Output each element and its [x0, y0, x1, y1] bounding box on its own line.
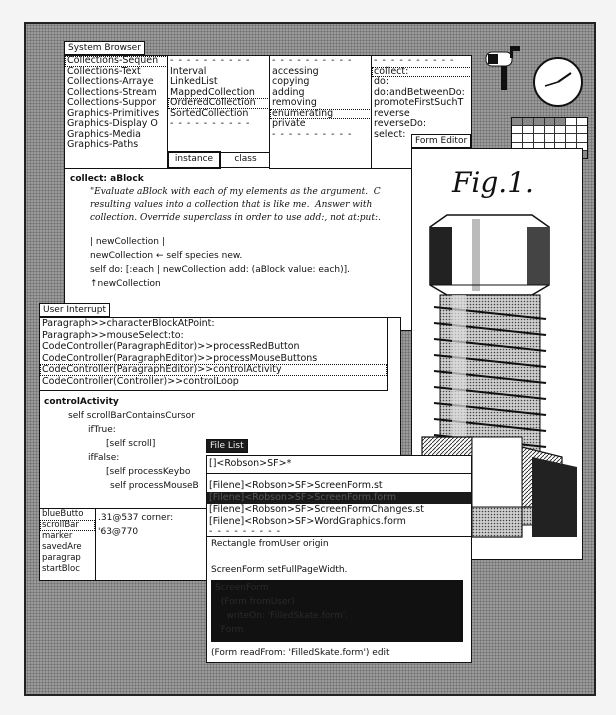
code-line: self scrollBarContainsCursor: [68, 411, 195, 421]
protocol-item[interactable]: accessing: [272, 65, 319, 77]
file-contents-pane[interactable]: [207, 535, 469, 662]
variable-item[interactable]: paragrap: [42, 553, 81, 563]
code-line: newCollection ← self species new.: [90, 251, 243, 261]
file-pattern[interactable]: []<Robson>SF>*: [209, 458, 292, 469]
code-line: | newCollection |: [90, 237, 165, 247]
variable-item[interactable]: marker: [42, 531, 73, 541]
protocol-item[interactable]: adding: [272, 86, 305, 98]
category-item[interactable]: Collections-Suppor: [67, 97, 157, 108]
instance-button[interactable]: instance: [167, 151, 221, 169]
divider: - - - - - - - - - -: [272, 55, 353, 66]
code-line: self do: [:each | newCollection add: (aBlock value: each)].: [90, 265, 350, 275]
category-item[interactable]: Collections-Arraye: [67, 76, 154, 87]
value-line: .31@537 corner:: [98, 513, 174, 523]
file-list-window: [206, 455, 472, 663]
category-item[interactable]: Collections-Sequen: [65, 56, 168, 67]
protocol-item[interactable]: enumerating: [270, 109, 372, 120]
form-editor-title[interactable]: Form Editor: [411, 134, 471, 148]
stack-pane[interactable]: [39, 317, 388, 391]
file-path: <Robson>SF>WordGraphics.form: [244, 516, 406, 527]
protocol-item[interactable]: removing: [272, 97, 317, 108]
comment-line: collection. Override superclass in order to use add:, not at:put:.: [90, 213, 381, 223]
clock-icon: [533, 57, 583, 107]
variable-item[interactable]: scrollBar: [40, 520, 95, 531]
class-pane[interactable]: [167, 55, 271, 154]
divider: - - - - - - - - - -: [374, 55, 455, 66]
class-item[interactable]: SortedCollection: [170, 107, 249, 119]
protocol-pane[interactable]: [269, 55, 373, 169]
stack-frame[interactable]: CodeController(ParagraphEditor)>>processRedButton: [42, 341, 300, 352]
variable-item[interactable]: savedAre: [42, 542, 82, 552]
mailbox-icon[interactable]: [484, 44, 524, 92]
divider: - - - - - - - - - -: [272, 128, 353, 140]
selected-line: ScreenForm: [215, 583, 269, 593]
selected-text-block[interactable]: [211, 580, 463, 642]
file-path: <Robson>SF>ScreenForm.st: [244, 480, 383, 491]
class-item[interactable]: MappedCollection: [170, 86, 255, 98]
code-line: ↑newCollection: [90, 279, 161, 289]
stack-frame[interactable]: CodeController(Controller)>>controlLoop: [42, 375, 239, 387]
category-item[interactable]: Graphics-Display O: [67, 118, 158, 129]
selected-line: writeOn: 'FilledSkate.form'.: [215, 611, 349, 621]
file-tag: [Filene]: [209, 504, 245, 515]
method-header: controlActivity: [44, 397, 119, 407]
stack-frame[interactable]: CodeController(ParagraphEditor)>>controlActivity: [40, 364, 387, 376]
method-item[interactable]: select:: [374, 128, 406, 140]
method-item[interactable]: do:andBetweenDo:: [374, 86, 465, 98]
comment-line: "Evaluate aBlock with each of my elements as the argument. C: [90, 187, 381, 197]
file-path: <Robson>SF>ScreenForm.form: [244, 492, 397, 503]
divider: - - - - - - - - - -: [170, 55, 251, 66]
stack-frame[interactable]: CodeController(ParagraphEditor)>>processMouseButtons: [42, 352, 318, 364]
smalltalk-desktop: [24, 22, 596, 696]
system-browser-title[interactable]: System Browser: [64, 41, 145, 55]
text-line: ScreenForm setFullPageWidth.: [211, 565, 348, 575]
code-line: ifTrue:: [88, 425, 116, 435]
code-line: self processMouseB: [110, 481, 199, 491]
variable-item[interactable]: blueButto: [42, 509, 84, 519]
protocol-item[interactable]: private: [272, 118, 306, 129]
file-item-selected[interactable]: [207, 492, 471, 504]
method-item[interactable]: do:: [374, 76, 390, 87]
category-item[interactable]: Collections-Text: [67, 65, 141, 77]
method-header: collect: aBlock: [70, 174, 144, 184]
file-path: <Robson>SF>ScreenFormChanges.st: [244, 504, 424, 515]
comment-line: resulting values into a collection that is like me. Answer with: [90, 200, 373, 210]
class-item[interactable]: Interval: [170, 65, 207, 77]
selected-line: (Form fromUser): [215, 597, 295, 607]
file-tag: [Filene]: [209, 492, 245, 503]
code-line: [self processKeybo: [106, 467, 191, 477]
class-item[interactable]: LinkedList: [170, 76, 218, 87]
divider: - - - - - - - - -: [209, 526, 282, 537]
stack-frame[interactable]: Paragraph>>mouseSelect:to:: [42, 329, 184, 341]
method-item[interactable]: collect:: [372, 67, 472, 78]
user-interrupt-title[interactable]: User Interrupt: [39, 303, 110, 317]
category-item[interactable]: Graphics-Paths: [67, 139, 139, 150]
value-line: '63@770: [98, 527, 139, 537]
text-line: Rectangle fromUser origin: [211, 539, 329, 549]
class-item[interactable]: OrderedCollection: [168, 98, 270, 109]
file-tag: [Filene]: [209, 516, 245, 527]
code-line: [self scroll]: [106, 439, 156, 449]
file-names-pane[interactable]: [206, 473, 472, 537]
file-tag: [Filene]: [209, 480, 245, 491]
selected-line: Form: [215, 625, 244, 635]
file-list-title[interactable]: File List: [206, 439, 248, 453]
file-item[interactable]: [207, 504, 471, 516]
stack-frame[interactable]: Paragraph>>characterBlockAtPoint:: [42, 318, 215, 329]
variables-pane[interactable]: [39, 508, 96, 581]
file-pattern-pane[interactable]: [206, 455, 472, 475]
file-item[interactable]: [207, 480, 471, 492]
class-button[interactable]: class: [220, 152, 271, 168]
method-item[interactable]: promoteFirstSuchT: [374, 97, 464, 108]
figure-caption: Fig.1.: [452, 166, 534, 199]
variable-item[interactable]: startBloc: [42, 564, 80, 574]
protocol-item[interactable]: copying: [272, 76, 310, 87]
category-pane[interactable]: [64, 55, 169, 169]
method-item[interactable]: reverseDo:: [374, 118, 427, 129]
category-item[interactable]: Collections-Stream: [67, 86, 157, 98]
method-item[interactable]: reverse: [374, 107, 410, 119]
code-line: ifFalse:: [88, 453, 120, 463]
category-item[interactable]: Graphics-Primitives: [67, 107, 160, 119]
divider: - - - - - - - - - -: [170, 118, 251, 129]
text-line: (Form readFrom: 'FilledSkate.form') edit: [211, 648, 390, 658]
category-item[interactable]: Graphics-Media: [67, 128, 141, 140]
